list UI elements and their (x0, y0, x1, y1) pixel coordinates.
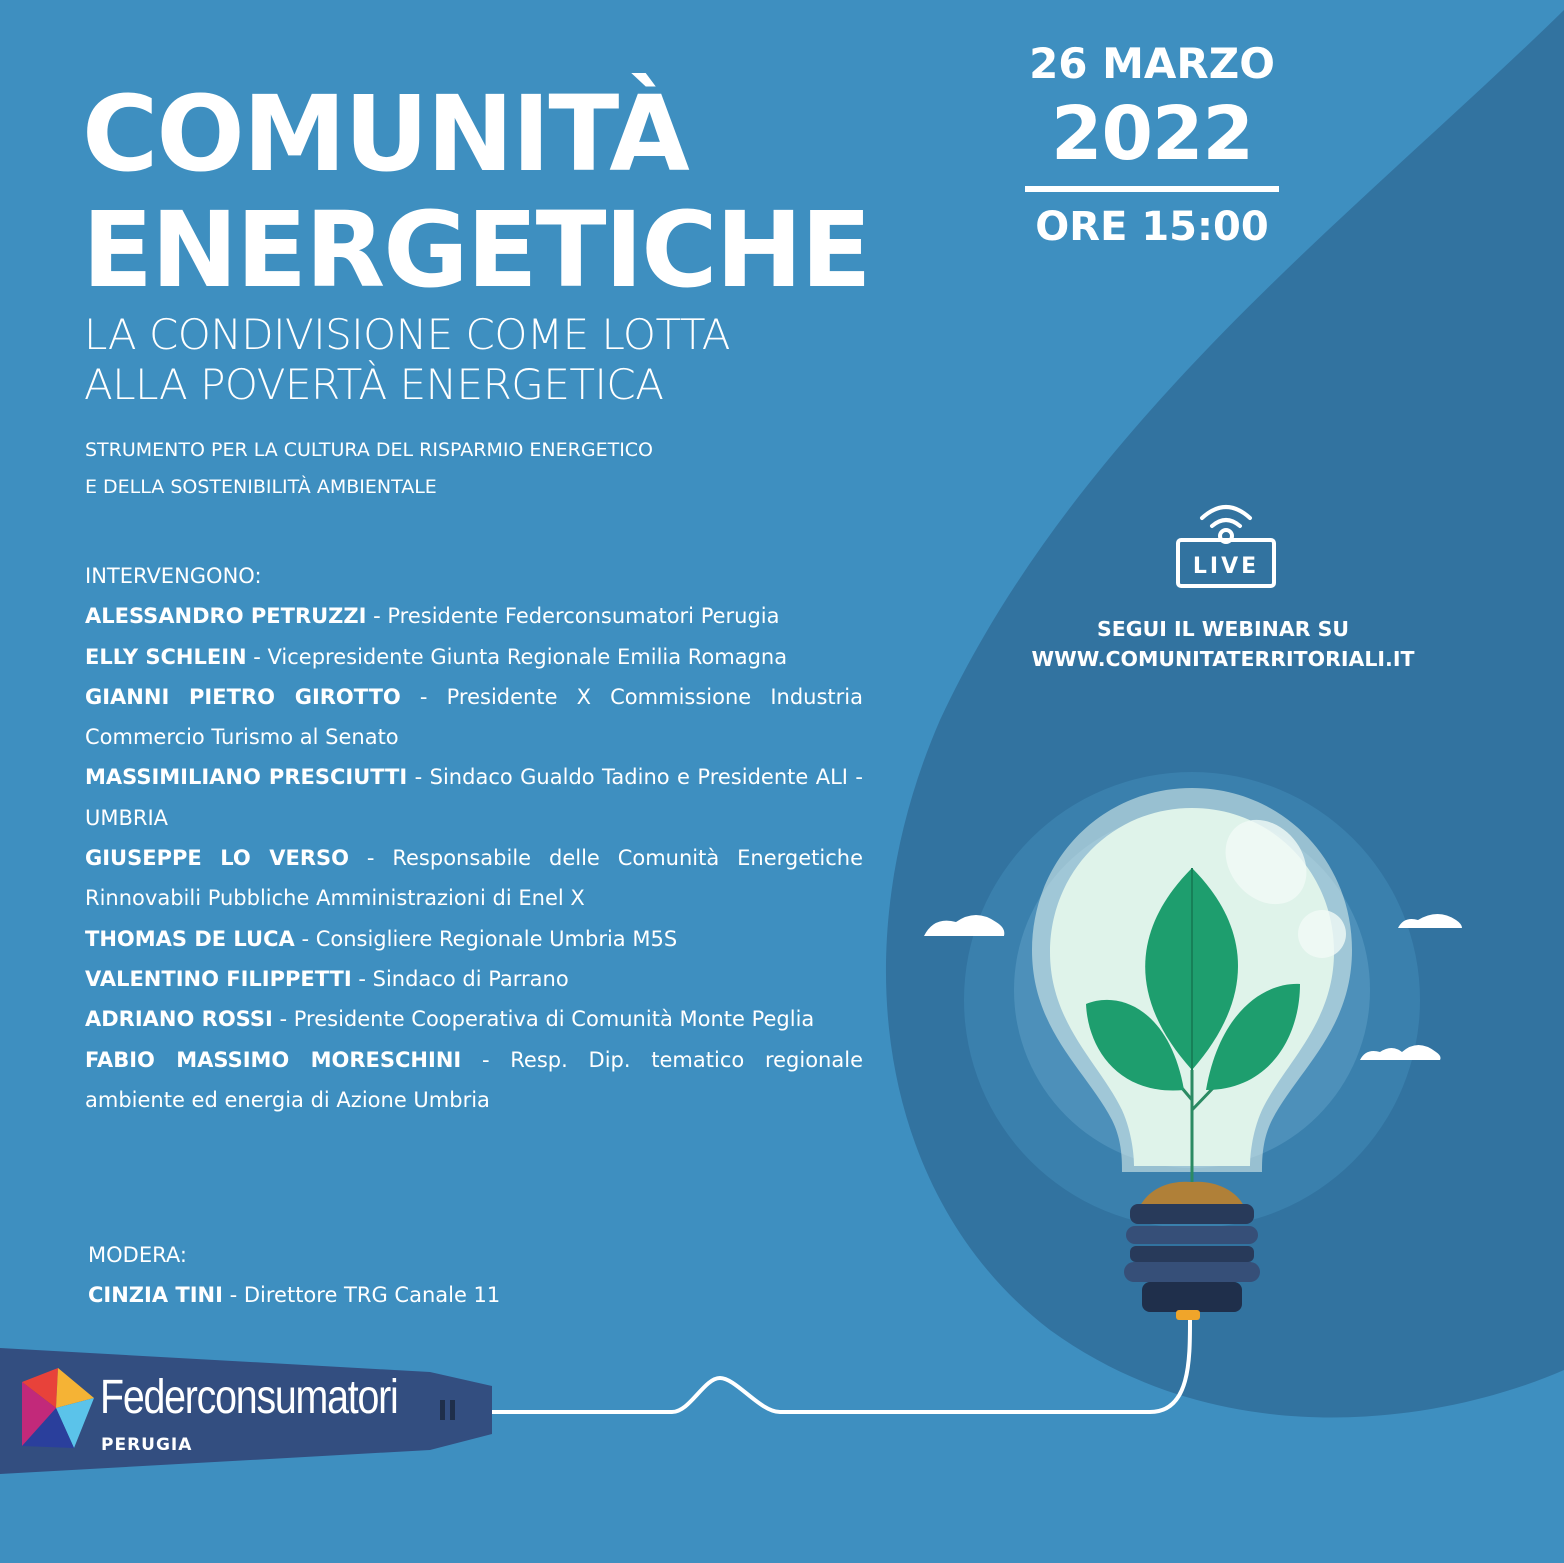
speaker-name: ALESSANDRO PETRUZZI (85, 604, 367, 629)
plug-icon (440, 1400, 445, 1420)
speaker-role: - Resp. Dip. tematico regionale ambiente ed energia di Azione Umbria (85, 1047, 863, 1112)
speaker-item (85, 838, 863, 919)
date-divider (1025, 186, 1279, 192)
speaker-role: - Sindaco di Parrano (351, 966, 569, 991)
date-day-month: 26 MARZO (1029, 39, 1275, 88)
webinar-url: WWW.COMUNITATERRITORIALI.IT (1031, 647, 1415, 671)
subtitle-line-1: LA CONDIVISIONE COME LOTTA (84, 310, 731, 359)
title-line-1: COMUNITÀ (82, 73, 688, 195)
speaker-item (85, 677, 863, 758)
speaker-name: VALENTINO FILIPPETTI (85, 966, 352, 991)
speaker-name: MASSIMILIANO PRESCIUTTI (85, 765, 408, 790)
tagline-line-2: E DELLA SOSTENIBILITÀ AMBIENTALE (85, 476, 437, 498)
speaker-item (85, 596, 863, 636)
event-subtitle (84, 310, 730, 410)
bulb-base (1130, 1246, 1254, 1262)
event-tagline (85, 432, 653, 506)
bulb-base (1126, 1226, 1258, 1244)
moderator-role: - Direttore TRG Canale 11 (222, 1283, 501, 1307)
brand-name: Federconsumatori (100, 1371, 398, 1424)
federconsumatori-logo-icon (22, 1368, 94, 1448)
speaker-name: ADRIANO ROSSI (85, 1007, 273, 1032)
webinar-line-1: SEGUI IL WEBINAR SU (1096, 617, 1350, 641)
speaker-role: - Consigliere Regionale Umbria M5S (294, 926, 678, 951)
speaker-role: - Presidente X Commissione Industria Commercio Turismo al Senato (85, 684, 863, 750)
event-title (82, 73, 870, 311)
speakers-label: INTERVENGONO: (85, 564, 262, 588)
bulb-base (1130, 1204, 1254, 1224)
speaker-item (85, 959, 863, 999)
webinar-info (990, 614, 1456, 674)
speaker-item (85, 637, 863, 677)
brand-city: PERUGIA (101, 1435, 193, 1455)
speaker-role: - Responsabile delle Comunità Energetiche Rinnovabili Pubbliche Amministrazioni di Enel X (85, 846, 863, 911)
speaker-item (85, 1040, 863, 1121)
moderator-label: MODERA: (88, 1243, 187, 1267)
speaker-item (85, 999, 863, 1039)
speaker-role: - Sindaco Gualdo Tadino e Presidente ALI - UMBRIA (85, 765, 863, 830)
plug-icon (450, 1400, 455, 1420)
title-line-2: ENERGETICHE (82, 189, 870, 311)
subtitle-line-2: ALLA POVERTÀ ENERGETICA (84, 360, 664, 409)
speakers-list (85, 556, 863, 1120)
date-time: ORE 15:00 (1035, 204, 1269, 250)
speaker-item (85, 919, 863, 959)
date-year: 2022 (1051, 91, 1253, 177)
moderator-name: CINZIA TINI (88, 1283, 223, 1307)
moderator-section (88, 1235, 788, 1315)
speaker-item (85, 757, 863, 838)
live-badge: LIVE (1192, 554, 1260, 579)
speaker-role: - Vicepresidente Giunta Regionale Emilia Romagna (246, 644, 788, 669)
speaker-name: GIANNI PIETRO GIROTTO (85, 684, 401, 709)
wifi-live-icon (1174, 498, 1278, 590)
speaker-name: FABIO MASSIMO MORESCHINI (85, 1047, 462, 1072)
speaker-name: THOMAS DE LUCA (85, 926, 295, 951)
bulb-contact (1176, 1310, 1200, 1320)
event-date (1010, 36, 1294, 252)
speaker-role: - Presidente Cooperativa di Comunità Monte Peglia (272, 1007, 815, 1032)
tagline-line-1: STRUMENTO PER LA CULTURA DEL RISPARMIO ENERGETICO (85, 439, 654, 461)
speaker-name: GIUSEPPE LO VERSO (85, 846, 349, 871)
bulb-base (1124, 1262, 1260, 1282)
speaker-name: ELLY SCHLEIN (85, 644, 247, 669)
speaker-role: - Presidente Federconsumatori Perugia (366, 604, 780, 629)
bulb-base (1142, 1282, 1242, 1312)
bulb-highlight (1298, 910, 1346, 958)
